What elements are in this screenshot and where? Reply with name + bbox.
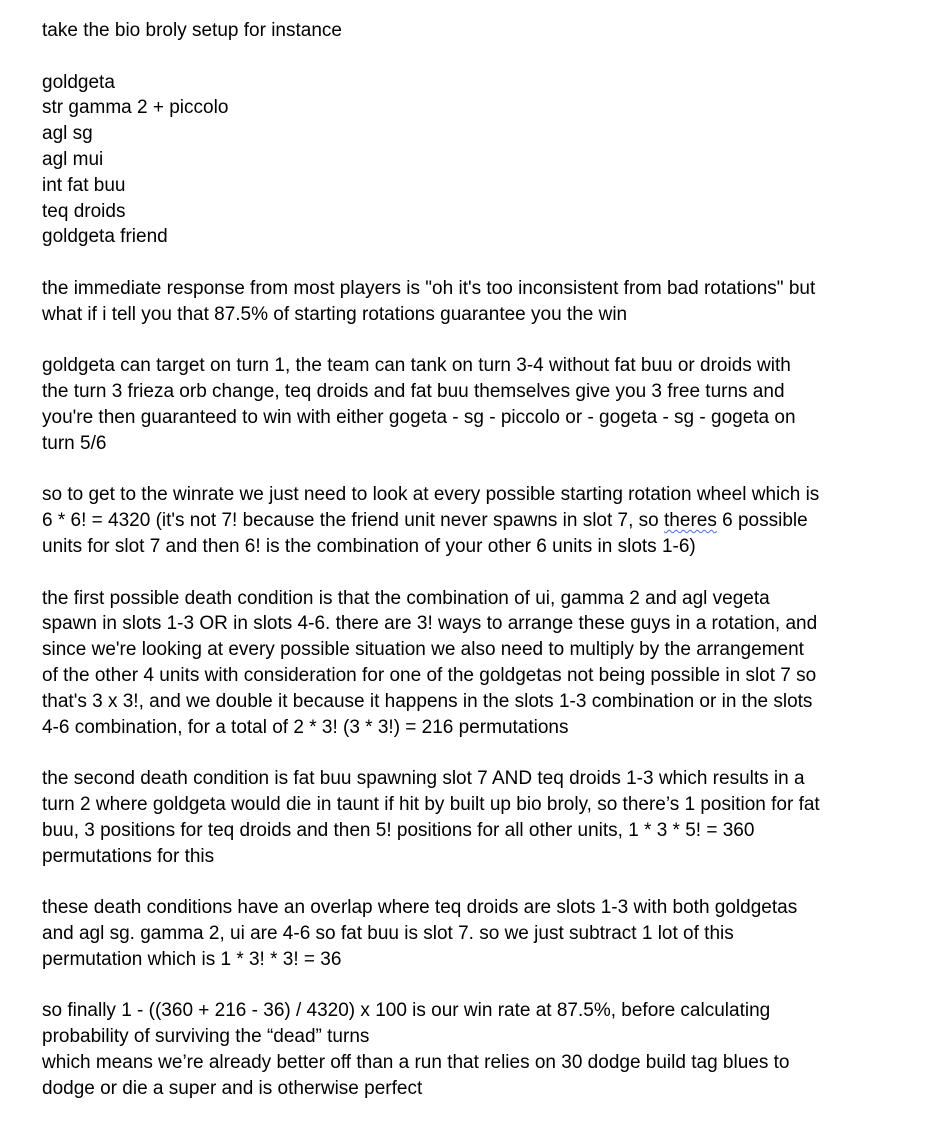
team-member: agl sg: [42, 123, 93, 145]
text-line: spawn in slots 1-3 OR in slots 4-6. there are 3! ways to arrange these guys in a rotation, and: [42, 613, 818, 635]
text-line: permutations for this: [42, 845, 215, 867]
text-line: that's 3 x 3!, and we double it because it happens in the slots 1-3 combination or in the slots: [42, 690, 813, 712]
text-line: of the other 4 units with consideration for one of the goldgetas not being possible in slot 7 so: [42, 664, 817, 686]
text-line: 4-6 combination, for a total of 2 * 3! (3 * 3!) = 216 permutations: [42, 716, 569, 738]
text-line: so to get to the winrate we just need to look at every possible starting rotation wheel which is: [42, 484, 820, 506]
misspelled-word[interactable]: theres: [664, 510, 717, 532]
text-line: [42, 508, 912, 534]
team-member: goldgeta: [42, 71, 115, 93]
paragraph-winrate-setup: [42, 482, 912, 559]
text-line: buu, 3 positions for teq droids and then 5! positions for all other units, 1 * 3 * 5! = 360: [42, 819, 755, 841]
text-line: since we're looking at every possible situation we also need to multiply by the arrangement: [42, 639, 804, 661]
team-member: agl mui: [42, 148, 104, 170]
paragraph-conclusion: [42, 998, 912, 1101]
paragraph-gap: [42, 44, 912, 70]
team-member: teq droids: [42, 200, 126, 222]
text-line: the first possible death condition is that the combination of ui, gamma 2 and agl vegeta: [42, 587, 770, 609]
team-member: int fat buu: [42, 174, 126, 196]
paragraph-response: [42, 276, 912, 328]
text-line: so finally 1 - ((360 + 216 - 36) / 4320) x 100 is our win rate at 87.5%, before calculating: [42, 1000, 771, 1022]
text-line: probability of surviving the “dead” turns: [42, 1026, 370, 1048]
text-line: permutation which is 1 * 3! * 3! = 36: [42, 948, 342, 970]
team-member: goldgeta friend: [42, 226, 168, 248]
text-line: turn 2 where goldgeta would die in taunt if hit by built up bio broly, so there’s 1 position for fat: [42, 793, 820, 815]
paragraph-gap: [42, 740, 912, 766]
intro-line: take the bio broly setup for instance: [42, 20, 342, 41]
paragraph-gap: [42, 869, 912, 895]
document-body: [42, 18, 912, 1101]
text-line: the turn 3 frieza orb change, teq droids and fat buu themselves give you 3 free turns and: [42, 381, 785, 403]
paragraph-strategy: [42, 353, 912, 456]
paragraph-gap: [42, 972, 912, 998]
paragraph-gap: [42, 560, 912, 586]
text-line: the second death condition is fat buu spawning slot 7 AND teq droids 1-3 which results in a: [42, 768, 805, 790]
text-line: and agl sg. gamma 2, ui are 4-6 so fat buu is slot 7. so we just subtract 1 lot of this: [42, 922, 734, 944]
text-line: units for slot 7 and then 6! is the combination of your other 6 units in slots 1-6): [42, 535, 696, 557]
text-line: dodge or die a super and is otherwise perfect: [42, 1077, 423, 1099]
team-member: str gamma 2 + piccolo: [42, 97, 229, 119]
paragraph-overlap: [42, 895, 912, 972]
paragraph-gap: [42, 457, 912, 483]
text-line: goldgeta can target on turn 1, the team can tank on turn 3-4 without fat buu or droids with: [42, 355, 791, 377]
text-line: what if i tell you that 87.5% of starting rotations guarantee you the win: [42, 303, 628, 325]
team-list: [42, 70, 912, 251]
paragraph-first-death-condition: [42, 586, 912, 741]
text-line: the immediate response from most players is "oh it's too inconsistent from bad rotations" but: [42, 277, 816, 299]
text-fragment: 6 possible: [716, 510, 808, 532]
paragraph-gap: [42, 328, 912, 354]
paragraph-second-death-condition: [42, 766, 912, 869]
text-line: turn 5/6: [42, 432, 107, 454]
text-line: you're then guaranteed to win with either gogeta - sg - piccolo or - gogeta - sg - gogeta on: [42, 406, 796, 428]
text-fragment: 6 * 6! = 4320 (it's not 7! because the friend unit never spawns in slot 7, so: [42, 510, 665, 532]
paragraph-gap: [42, 250, 912, 276]
text-line: these death conditions have an overlap where teq droids are slots 1-3 with both goldgetas: [42, 897, 798, 919]
text-line: which means we’re already better off than a run that relies on 30 dodge build tag blues to: [42, 1051, 790, 1073]
